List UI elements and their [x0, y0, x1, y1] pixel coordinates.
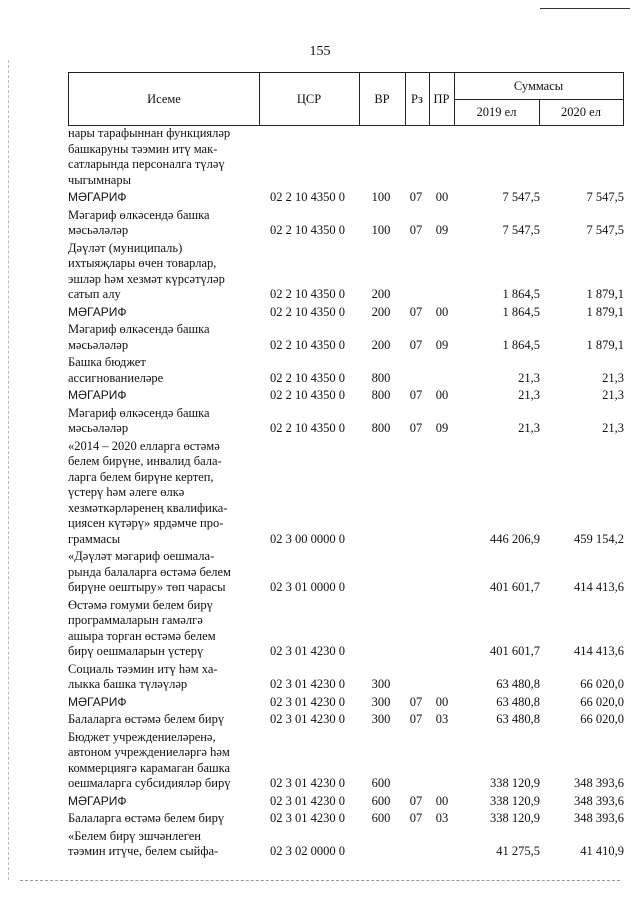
row-name: Мәгариф өлкәсендә башка мәсьәләләр — [68, 207, 210, 237]
row-name: МӘГАРИФ — [68, 190, 127, 204]
row-name: МӘГАРИФ — [68, 304, 127, 319]
row-csr: 02 2 10 4350 0 — [270, 287, 345, 301]
row-sum-2019: 338 120,9 — [490, 793, 540, 808]
row-name: МӘГАРИФ — [68, 793, 127, 808]
row-rz: 07 — [409, 337, 423, 352]
row-csr: 02 3 01 4230 0 — [270, 677, 345, 691]
row-vr: 100 — [371, 190, 391, 204]
row-csr: 02 3 01 4230 0 — [270, 694, 345, 709]
header-year-2019: 2019 ел — [454, 99, 540, 125]
table-body — [68, 126, 624, 860]
table-row — [68, 241, 624, 303]
row-rz: 07 — [409, 712, 423, 726]
row-rz: 07 — [409, 223, 423, 237]
row-sum-2019: 401 601,7 — [490, 580, 540, 594]
budget-table — [68, 72, 624, 860]
row-sum-2019: 446 206,9 — [490, 531, 540, 546]
row-csr: 02 2 10 4350 0 — [270, 421, 345, 435]
table-row — [68, 126, 624, 188]
header-sums: Суммасы — [454, 73, 623, 100]
table-row — [68, 406, 624, 437]
row-name: «Белем бирү эшчәнлеген тәэмин итүче, белем сыйфа- — [68, 828, 219, 858]
table-row — [68, 549, 624, 596]
row-name: Мәгариф өлкәсендә башка мәсьәләләр — [68, 405, 210, 435]
header-csr: ЦСР — [259, 73, 360, 125]
row-sum-2019: 1 864,5 — [502, 287, 540, 301]
row-vr: 300 — [371, 712, 391, 726]
row-sum-2020: 348 393,6 — [574, 811, 624, 825]
row-csr: 02 3 01 4230 0 — [270, 793, 345, 808]
header-pr: ПР — [429, 73, 455, 125]
row-rz: 07 — [409, 304, 423, 319]
table-row — [68, 794, 624, 810]
row-sum-2019: 7 547,5 — [502, 223, 540, 237]
row-rz: 07 — [409, 190, 423, 204]
row-name: Балаларга өстәмә белем бирү — [68, 712, 225, 726]
row-sum-2020: 21,3 — [602, 370, 624, 385]
row-pr: 03 — [435, 712, 449, 726]
table-row — [68, 730, 624, 792]
row-sum-2020: 348 393,6 — [574, 776, 624, 790]
row-csr: 02 2 10 4350 0 — [270, 304, 345, 319]
row-pr: 00 — [435, 793, 449, 808]
row-sum-2020: 1 879,1 — [586, 304, 624, 319]
row-sum-2019: 41 275,5 — [496, 844, 540, 858]
row-vr: 200 — [371, 337, 391, 352]
table-header — [68, 72, 624, 126]
row-name: Башка бюджет ассигнованиеләре — [68, 355, 164, 385]
table-row — [68, 829, 624, 860]
row-name: Өстәмә гомуми белем бирү программаларын гамәлгә ашыра торган өстәмә белем бирү оешмаларын үстерү — [68, 597, 216, 658]
row-vr: 100 — [371, 223, 391, 237]
row-vr: 800 — [371, 370, 391, 385]
table-row — [68, 322, 624, 353]
row-csr: 02 2 10 4350 0 — [270, 337, 345, 352]
table-row — [68, 355, 624, 386]
row-pr: 09 — [435, 421, 449, 435]
row-sum-2019: 7 547,5 — [502, 190, 540, 204]
left-margin-rule — [8, 60, 9, 880]
row-csr: 02 2 10 4350 0 — [270, 223, 345, 237]
row-csr: 02 3 01 4230 0 — [270, 811, 345, 825]
row-csr: 02 3 01 4230 0 — [270, 644, 345, 658]
bottom-rule — [20, 880, 620, 881]
row-pr: 09 — [435, 223, 449, 237]
row-sum-2020: 66 020,0 — [580, 694, 624, 709]
table-row — [68, 662, 624, 693]
row-name: МӘГАРИФ — [68, 694, 127, 709]
row-rz: 07 — [409, 421, 423, 435]
row-sum-2019: 1 864,5 — [502, 337, 540, 352]
page-number: 155 — [309, 44, 331, 59]
row-sum-2020: 348 393,6 — [574, 793, 624, 808]
row-sum-2019: 338 120,9 — [490, 811, 540, 825]
row-name: «Дәүләт мәгариф оешмала- рында балаларга өстәмә белем бирүне оештыру» төп чарасы — [68, 549, 231, 594]
row-vr: 600 — [371, 793, 391, 808]
table-row — [68, 208, 624, 239]
row-sum-2019: 21,3 — [518, 388, 540, 402]
row-vr: 300 — [371, 694, 391, 709]
row-rz: 07 — [409, 694, 423, 709]
row-pr: 00 — [435, 694, 449, 709]
row-sum-2019: 21,3 — [518, 421, 540, 435]
row-sum-2020: 7 547,5 — [586, 223, 624, 237]
row-name: нары тарафыннан функцияләр башкаруны тәэмин итү мак- сатларында персоналга түләү чыгымнары — [68, 126, 231, 187]
table-row — [68, 712, 624, 728]
row-vr: 800 — [371, 388, 391, 402]
table-row — [68, 811, 624, 827]
row-csr: 02 3 01 4230 0 — [270, 776, 345, 790]
row-pr: 09 — [435, 337, 449, 352]
row-rz: 07 — [409, 388, 423, 402]
row-csr: 02 2 10 4350 0 — [270, 190, 345, 204]
row-pr: 00 — [435, 190, 449, 204]
header-name: Исеме — [69, 73, 260, 125]
row-sum-2020: 459 154,2 — [574, 531, 624, 546]
row-sum-2019: 63 480,8 — [496, 677, 540, 691]
row-sum-2019: 338 120,9 — [490, 776, 540, 790]
row-csr: 02 2 10 4350 0 — [270, 370, 345, 385]
row-sum-2020: 1 879,1 — [586, 337, 624, 352]
row-name: «2014 – 2020 елларга өстәмә белем бирүне, инвалид бала- ларга белем бирүне кертеп, үстерү һәм әлеге өлкә хезмәткәрләренең квалифика- циясен күтәрү» ярдәмче про- граммасы — [68, 438, 228, 546]
row-vr: 300 — [371, 677, 391, 691]
row-csr: 02 2 10 4350 0 — [270, 388, 345, 402]
row-sum-2019: 63 480,8 — [496, 694, 540, 709]
row-sum-2019: 1 864,5 — [502, 304, 540, 319]
table-row — [68, 598, 624, 660]
row-sum-2020: 41 410,9 — [580, 844, 624, 858]
row-pr: 03 — [435, 811, 449, 825]
table-row — [68, 439, 624, 548]
row-vr: 200 — [371, 304, 391, 319]
table-row — [68, 305, 624, 321]
row-name: Социаль тәэмин итү һәм ха- лыкка башка түләүләр — [68, 661, 218, 691]
row-vr: 800 — [371, 421, 391, 435]
row-sum-2020: 7 547,5 — [586, 190, 624, 204]
header-year-2020: 2020 ел — [561, 104, 601, 119]
row-csr: 02 3 02 0000 0 — [270, 844, 345, 858]
row-csr: 02 3 00 0000 0 — [270, 531, 345, 546]
row-sum-2019: 63 480,8 — [496, 712, 540, 726]
row-sum-2020: 66 020,0 — [580, 677, 624, 691]
row-rz: 07 — [409, 793, 423, 808]
row-name: МӘГАРИФ — [68, 388, 127, 402]
row-vr: 600 — [371, 776, 391, 790]
table-row — [68, 190, 624, 206]
row-sum-2019: 21,3 — [518, 370, 540, 385]
row-sum-2020: 1 879,1 — [586, 287, 624, 301]
row-name: Дәүләт (муниципаль) ихтыяҗлары өчен товарлар, эшләр һәм хезмәт күрсәтүләр сатып алу — [68, 240, 225, 301]
header-vr: ВР — [359, 73, 406, 125]
row-vr: 600 — [371, 811, 391, 825]
row-name: Бюджет учреждениеләренә, автоном учреждениеләргә һәм коммерциягә карамаган башка оешмаларга субсидияләр бирү — [68, 729, 231, 790]
header-rz: Рз — [405, 73, 430, 125]
table-row — [68, 388, 624, 404]
row-sum-2020: 414 413,6 — [574, 644, 624, 658]
table-row — [68, 695, 624, 711]
row-pr: 00 — [435, 304, 449, 319]
row-sum-2020: 21,3 — [602, 421, 624, 435]
row-csr: 02 3 01 0000 0 — [270, 580, 345, 594]
top-rule — [540, 8, 630, 9]
row-sum-2020: 414 413,6 — [574, 580, 624, 594]
row-name: Балаларга өстәмә белем бирү — [68, 811, 225, 825]
row-name: Мәгариф өлкәсендә башка мәсьәләләр — [68, 322, 210, 352]
row-sum-2020: 66 020,0 — [580, 712, 624, 726]
row-csr: 02 3 01 4230 0 — [270, 712, 345, 726]
row-sum-2019: 401 601,7 — [490, 644, 540, 658]
row-pr: 00 — [435, 388, 449, 402]
row-rz: 07 — [409, 811, 423, 825]
row-sum-2020: 21,3 — [602, 388, 624, 402]
row-vr: 200 — [371, 287, 391, 301]
